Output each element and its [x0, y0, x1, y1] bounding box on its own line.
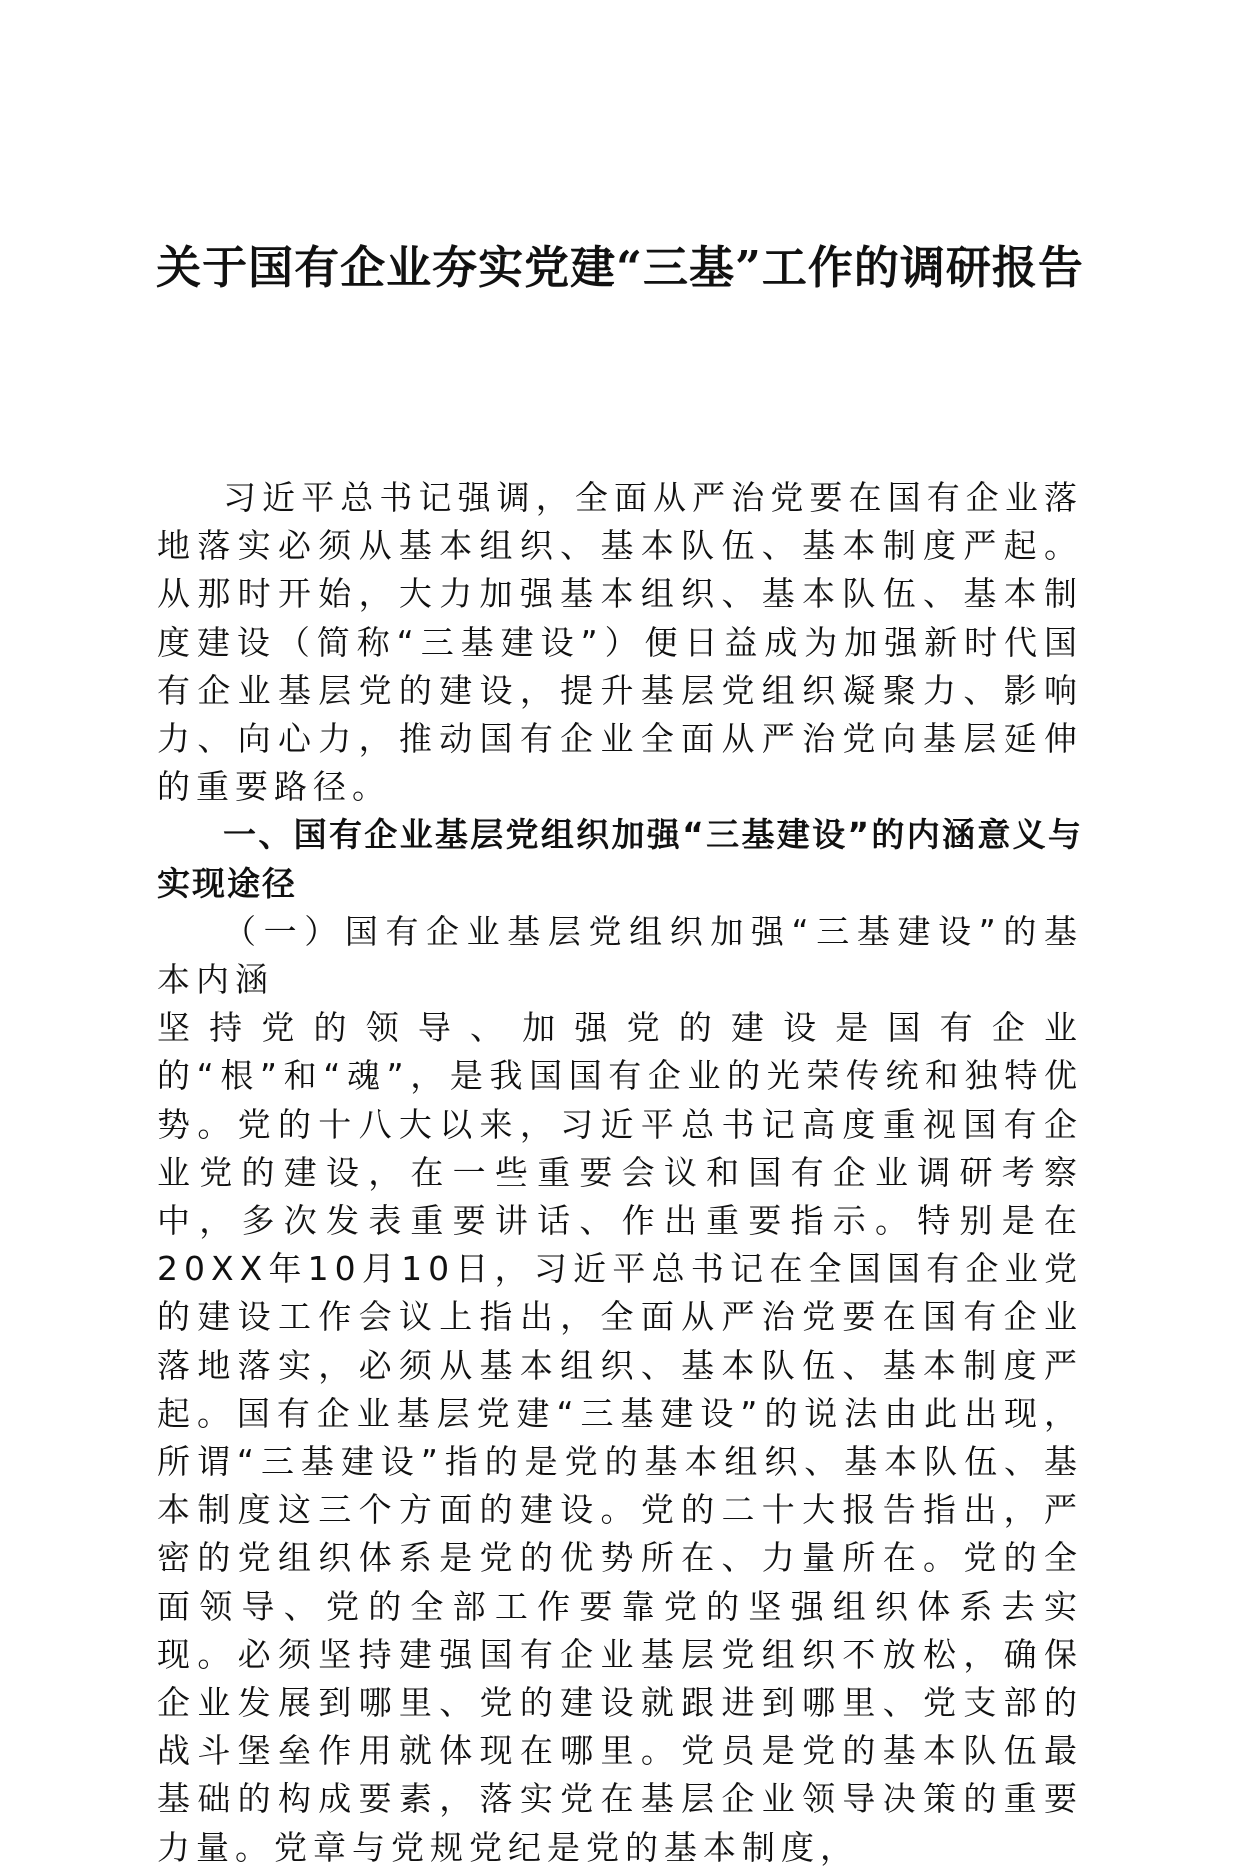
- body-paragraph: 坚持党的领导、加强党的建设是国有企业的“根”和“魂”，是我国国有企业的光荣传统和独特优势。党的十八大以来，习近平总书记高度重视国有企业党的建设，在一些重要会议和国有企业调研考察中，多次发表重要讲话、作出重要指示。特别是在20XX年10月10日，习近平总书记在全国国有企业党的建设工作会议上指出，全面从严治党要在国有企业落地落实，必须从基本组织、基本队伍、基本制度严起。国有企业基层党建“三基建设”的说法由此出现，所谓“三基建设”指的是党的基本组织、基本队伍、基本制度这三个方面的建设。党的二十大报告指出，严密的党组织体系是党的优势所在、力量所在。党的全面领导、党的全部工作要靠党的坚强组织体系去实现。必须坚持建强国有企业基层党组织不放松，确保企业发展到哪里、党的建设就跟进到哪里、党支部的战斗堡垒作用就体现在哪里。党员是党的基本队伍最基础的构成要素，落实党在基层企业领导决策的重要力量。党章与党规党纪是党的基本制度，: [157, 1008, 1083, 1867]
- document-body: [157, 474, 1083, 1872]
- document-title: 关于国有企业夯实党建“三基”工作的调研报告: [156, 241, 1084, 294]
- intro-paragraph: 习近平总书记强调，全面从严治党要在国有企业落地落实必须从基本组织、基本队伍、基本制度严起。从那时开始，大力加强基本组织、基本队伍、基本制度建设（简称“三基建设”）便日益成为加强新时代国有企业基层党的建设，提升基层党组织凝聚力、影响力、向心力，推动国有企业全面从严治党向基层延伸的重要路径。: [157, 478, 1083, 807]
- section-heading: 一、国有企业基层党组织加强“三基建设”的内涵意义与实现途径: [157, 815, 1083, 903]
- subsection-heading: （一）国有企业基层党组织加强“三基建设”的基本内涵: [157, 911, 1083, 1000]
